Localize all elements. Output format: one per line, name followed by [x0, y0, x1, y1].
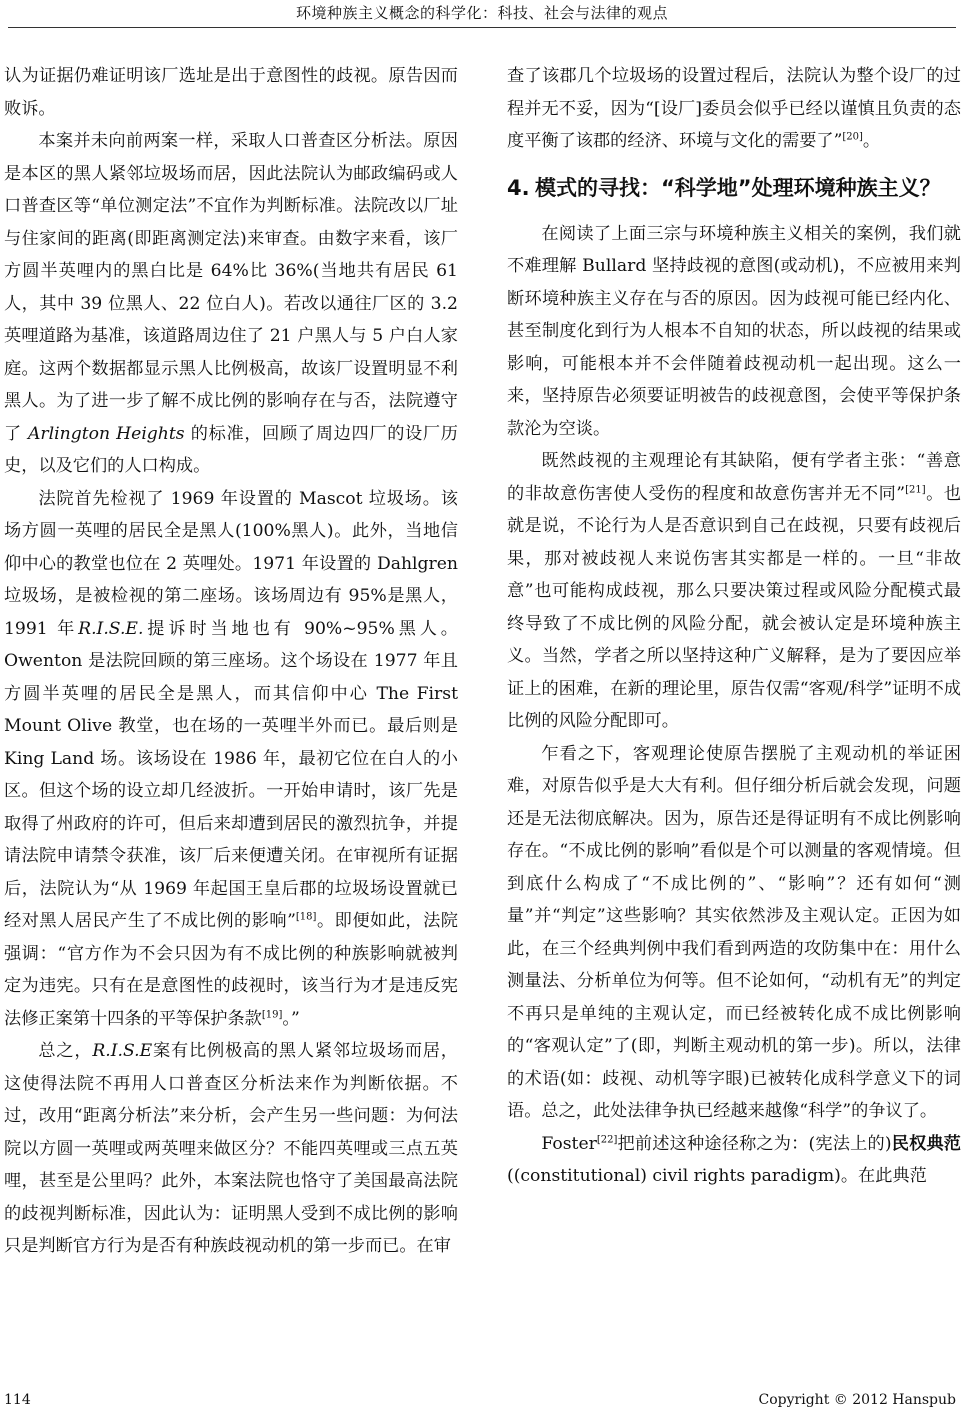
paragraph: 乍看之下，客观理论使原告摆脱了主观动机的举证困难，对原告似乎是大大有利。但仔细分析后就会发现，问题还是无法彻底解决。因为，原告还是得证明有不成比例影响存在。“不成比例的影响”看似是个可以测量的客观情境。但到底什么构成了“不成比例的”、“影响”？还有如何“测量”并“判定”这些影响？其实依然涉及主观认定。正因为如此，在三个经典判例中我们看到两造的攻防集中在：用什么测量法、分析单位为何等。但不论如何，“动机有无”的判定不再只是单纯的主观认定，而已经被转化成不成比例影响的“客观认定”了(即，判断主观动机的第一步)。所以，法律的术语(如：歧视、动机等字眼)已被转化成科学意义下的词语。总之，此处法律争执已经越来越像“科学”的争议了。 — [507, 743, 961, 1121]
paragraph: 法院首先检视了 1969 年设置的 Mascot 垃圾场。该场方圆一英哩的居民全是黑人(100%黑人)。此外，当地信仰中心的教堂也位在 2 英哩处。1971 年设置的 Dahlgren 垃圾场，是被检视的第二座场。该场周边有 95%是黑人，1991 年R.I.S.E.提诉时当地也有 90%~95%黑人。Owenton 是法院回顾的第三座场。这个场设在 1977 年且方圆半英哩的居民全是黑人，而其信仰中心 The First Mount Olive 教堂，也在场的一英哩半外而已。最后则是 King Land 场。该场设在 1986 年，最初它位在白人的小区。但这个场的设立却几经波折。一开始申请时，该厂先是取得了州政府的许可，但后来却遭到居民的激烈抗争，并提请法院申请禁令获准，该厂后来便遭关闭。在审视所有证据后，法院认为“从 1969 年起国王皇后郡的垃圾场设置就已经对黑人居民产生了不成比例的影响”[18]。即便如此，法院强调：“官方作为不会只因为有不成比例的种族影响就被判定为违宪。只有在是意图性的歧视时，该当行为才是违反宪法修正案第十四条的平等保护条款[19]。” — [4, 488, 458, 1029]
running-header: 环境种族主义概念的科学化：科技、社会与法律的观点 — [295, 4, 668, 22]
key-term: 民权典范 — [891, 1133, 961, 1154]
citation-ref: [18] — [295, 911, 317, 923]
paragraph: Foster[22]把前述这种途径称之为：(宪法上的)民权典范((constitutional) civil rights paradigm)。在此典范 — [507, 1133, 961, 1186]
case-name: R.I.S.E — [92, 1041, 153, 1061]
case-name: R.I.S.E. — [78, 618, 144, 639]
section-title: 模式的寻找：“科学地”处理环境种族主义？ — [535, 175, 941, 200]
section-number: 4. — [507, 175, 530, 200]
citation-ref: [22] — [596, 1133, 618, 1145]
section-heading — [507, 172, 961, 204]
case-name: Arlington Heights — [28, 423, 185, 444]
citation-ref: [19] — [261, 1008, 283, 1020]
copyright-notice: Copyright © 2012 Hanspub — [758, 1392, 956, 1408]
paragraph: 既然歧视的主观理论有其缺陷，便有学者主张：“善意的非故意伤害使人受伤的程度和故意伤害并无不同”[21]。也就是说，不论行为人是否意识到自己在歧视，只要有歧视后果，那对被歧视人来说伤害其实都是一样的。一旦“非故意”也可能构成歧视，那么只要决策过程或风险分配模式最终导致了不成比例的风险分配，就会被认定是环境种族主义。当然，学者之所以坚持这种广义解释，是为了要因应举证上的困难，在新的理论里，原告仅需“客观/科学”证明不成比例的风险分配即可。 — [507, 451, 961, 731]
paragraph: 本案并未向前两案一样，采取人口普查区分析法。原因是本区的黑人紧邻垃圾场而居，因此法院认为邮政编码或人口普查区等“单位测定法”不宜作为判断标准。法院改以厂址与住家间的距离(即距离测定法)来审查。由数字来看，该厂方圆半英哩内的黑白比是 64%比 36%(当地共有居民 61 人，其中 39 位黑人、22 位白人)。若改以通往厂区的 3.2 英哩道路为基准，该道路周边住了 21 户黑人与 5 户白人家庭。这两个数据都显示黑人比例极高，故该厂设置明显不利黑人。为了进一步了解不成比例的影响存在与否，法院遵守了 Arlington Heights 的标准，回顾了周边四厂的设厂历史，以及它们的人口构成。 — [4, 131, 458, 476]
paragraph: 总之，R.I.S.E案有比例极高的黑人紧邻垃圾场而居，这使得法院不再用人口普查区分析法来作为判断依据。不过，改用“距离分析法”来分析，会产生另一些问题：为何法院以方圆一英哩或两英哩来做区分？不能四英哩或三点五英哩，甚至是公里吗？此外，本案法院也恪守了美国最高法院的歧视判断标准，因此认为：证明黑人受到不成比例的影响只是判断官方行为是否有种族歧视动机的第一步而已。在审 — [4, 1041, 458, 1256]
paragraph: 在阅读了上面三宗与环境种族主义相关的案例，我们就不难理解 Bullard 坚持歧视的意图(或动机)，不应被用来判断环境种族主义存在与否的原因。因为歧视可能已经内化、甚至制度化到行为人根本不自知的状态，所以歧视的结果或影响，可能根本并不会伴随着歧视动机一起出现。这么一来，坚持原告必须要证明被告的歧视意图，会使平等保护条款沦为空谈。 — [507, 223, 961, 439]
page-number: 114 — [4, 1392, 31, 1408]
right-column — [507, 60, 961, 1193]
paragraph: 查了该郡几个垃圾场的设置过程后，法院认为整个设厂的过程并无不妥，因为“[设厂]委员会似乎已经以谨慎且负责的态度平衡了该郡的经济、环境与文化的需要了”[20]。 — [507, 66, 961, 151]
citation-ref: [20] — [842, 131, 863, 143]
header-rule — [8, 27, 956, 28]
left-column — [4, 60, 458, 1263]
paragraph: 认为证据仍难证明该厂选址是出于意图性的歧视。原告因而败诉。 — [4, 66, 458, 119]
citation-ref: [21] — [905, 483, 926, 495]
